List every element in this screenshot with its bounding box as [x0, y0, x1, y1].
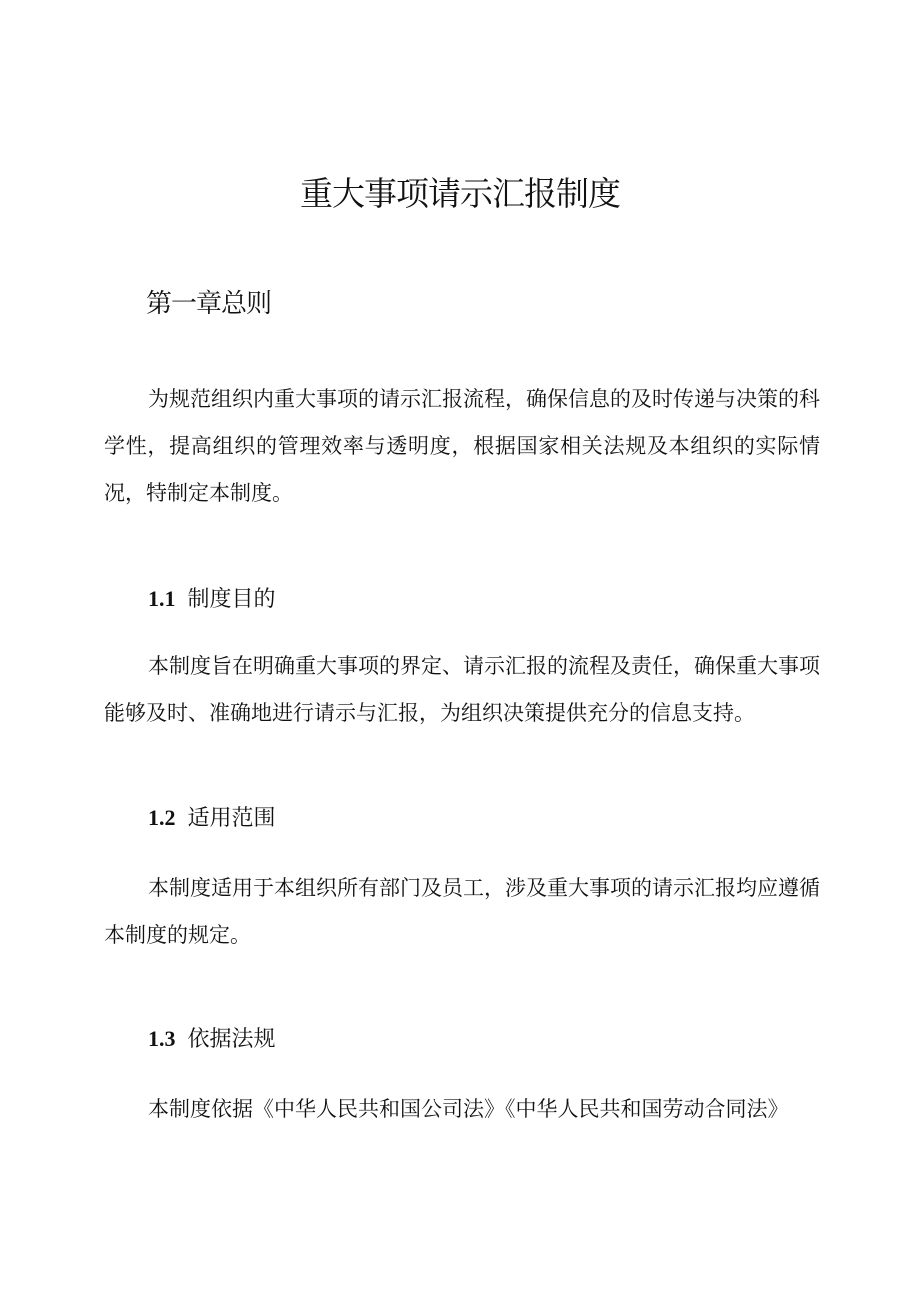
section-title: 适用范围	[187, 806, 276, 831]
section-number: 1.1	[148, 586, 176, 611]
section-title: 制度目的	[187, 587, 276, 612]
document-title: 重大事项请示汇报制度	[300, 174, 620, 213]
intro-paragraph: 为规范组织内重大事项的请示汇报流程，确保信息的及时传递与决策的科学性，提高组织的管理效率与透明度，根据国家相关法规及本组织的实际情况，特制定本制度。	[104, 387, 820, 505]
section-number: 1.2	[148, 805, 176, 830]
section-1-3-paragraph: 本制度依据《中华人民共和国公司法》《中华人民共和国劳动合同法》	[148, 1097, 789, 1121]
section-1-1-paragraph: 本制度旨在明确重大事项的界定、请示汇报的流程及责任，确保重大事项能够及时、准确地进行请示与汇报，为组织决策提供充分的信息支持。	[104, 654, 820, 725]
section-1-2-paragraph: 本制度适用于本组织所有部门及员工，涉及重大事项的请示汇报均应遵循本制度的规定。	[104, 876, 820, 947]
section-heading-1-3	[148, 1019, 276, 1060]
section-title: 依据法规	[187, 1027, 276, 1052]
section-number: 1.3	[148, 1026, 176, 1051]
section-heading-1-2	[148, 798, 276, 839]
section-heading-1-1	[148, 579, 276, 620]
chapter-title: 第一章总则	[146, 289, 272, 319]
